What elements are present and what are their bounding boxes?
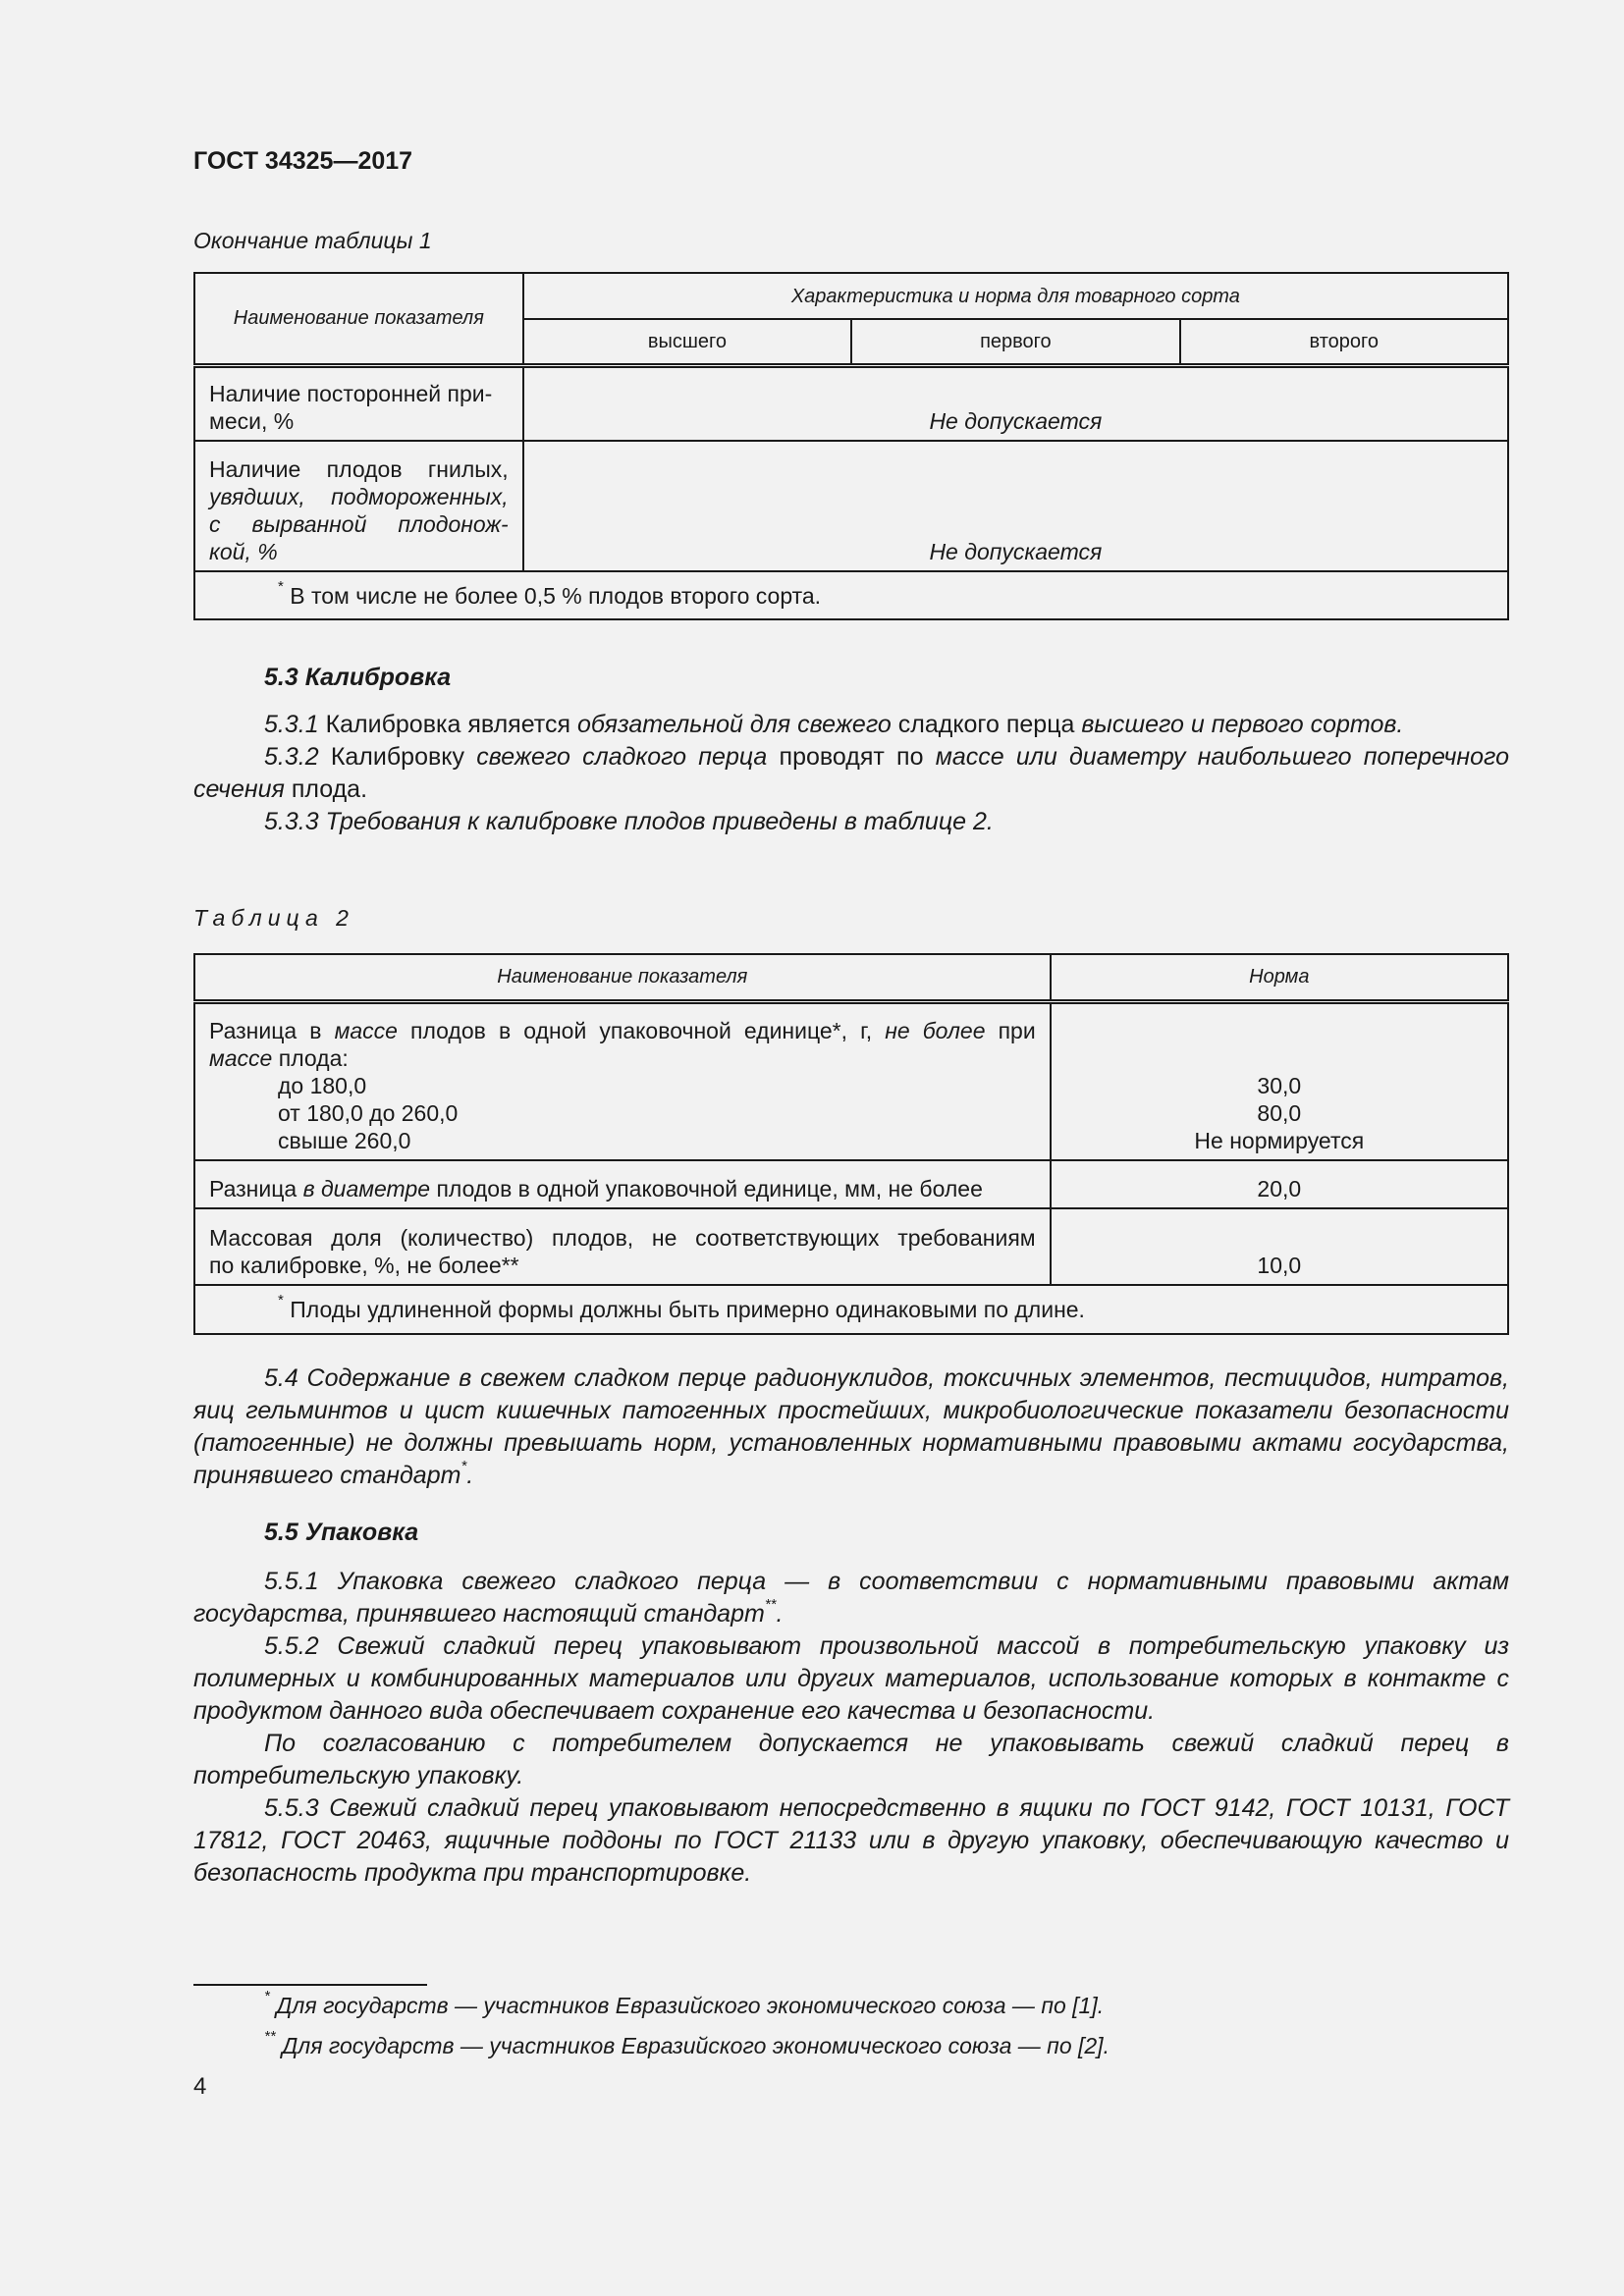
table2-col-norm: Норма — [1051, 954, 1508, 1001]
section-5-5-text — [193, 1566, 1509, 1890]
paragraph-5-3-1: 5.3.1 Калибровка является обязательной для свежего сладкого перца высшего и первого сортов. — [264, 711, 1404, 738]
table2-row2-name: Разница в диаметре плодов в одной упаковочной единице, мм, не более — [194, 1160, 1051, 1208]
table2-row1-name: Разница в массе плодов в одной упаковочной единице*, г, не более при массе плода: до 180,0 от 180,0 до 260,0 свыше 260,0 — [194, 1001, 1051, 1160]
table1-row1-name: Наличие посторонней при- меси, % — [194, 365, 523, 441]
table2 — [193, 953, 1509, 1335]
paragraph-consent: По согласованию с потребителем допускается не упаковывать свежий сладкий перец в потребительскую упаковку. — [193, 1730, 1509, 1789]
table1-grade-second: второго — [1180, 319, 1508, 365]
table1-note: * В том числе не более 0,5 % плодов второго сорта. — [194, 571, 1508, 619]
paragraph-5-3-2: 5.3.2 Калибровку свежего сладкого перца проводят по массе или диаметру наибольшего поперечного сечения плода. — [193, 743, 1510, 803]
table2-row3-value: 10,0 — [1051, 1208, 1508, 1285]
section-5-3-title: 5.3 Калибровка — [264, 664, 452, 691]
paragraph-5-5-3: 5.5.3 Свежий сладкий перец упаковывают непосредственно в ящики по ГОСТ 9142, ГОСТ 10131, ГОСТ 17812, ГОСТ 20463, ящичные поддоны по ГОСТ 21133 или в другую упаковку, обеспечивающую качество и безопасность продукта при транспортировке. — [193, 1794, 1509, 1887]
footnote-2: ** Для государств — участников Евразийского экономического союза — по [2]. — [264, 2028, 1110, 2058]
table1-caption: Окончание таблицы 1 — [193, 228, 432, 253]
table1-row2-name: Наличие плодов гнилых, увядших, подмороженных, с вырванной плодонож- кой, % — [194, 441, 523, 571]
table1-col-group: Характеристика и норма для товарного сорта — [523, 273, 1508, 319]
section-5-4-text: 5.4 Содержание в свежем сладком перце радионуклидов, токсичных элементов, пестицидов, нитратов, яиц гельминтов и цист кишечных патогенных простейших, микробиологические показатели безопасности (патогенные) не должны превышать норм, установленных нормативными правовыми актами государства, принявшего стандарт*. — [193, 1364, 1509, 1489]
table1-col-name: Наименование показателя — [194, 273, 523, 365]
footnote-1: * Для государств — участников Евразийского экономического союза — по [1]. — [264, 1988, 1105, 2018]
table1-row1-value: Не допускается — [523, 365, 1508, 441]
table2-row3-name: Массовая доля (количество) плодов, не соответствующих требованиям по калибровке, %, не более** — [194, 1208, 1051, 1285]
paragraph-5-5-1: 5.5.1 Упаковка свежего сладкого перца — в соответствии с нормативными правовыми актам государства, принявшего настоящий стандарт**. — [193, 1568, 1509, 1628]
paragraph-5-5-2: 5.5.2 Свежий сладкий перец упаковывают произвольной массой в потребительскую упаковку из полимерных и комбинированных материалов или других материалов, использование которых в контакте с продуктом данного вида обеспечивает сохранение его качества и безопасности. — [193, 1632, 1509, 1725]
table1-grade-highest: высшего — [523, 319, 851, 365]
table2-note: * Плоды удлиненной формы должны быть примерно одинаковыми по длине. — [194, 1285, 1508, 1334]
table2-col-name: Наименование показателя — [194, 954, 1051, 1001]
table1-grade-first: первого — [851, 319, 1179, 365]
page-number: 4 — [193, 2073, 207, 2100]
section-5-5-title: 5.5 Упаковка — [264, 1519, 419, 1546]
footnote-separator — [193, 1984, 427, 1986]
table2-row2-value: 20,0 — [1051, 1160, 1508, 1208]
table1-row2-value: Не допускается — [523, 441, 1508, 571]
paragraph-5-3-3: 5.3.3 Требования к калибровке плодов приведены в таблице 2. — [264, 808, 994, 835]
section-5-3-text — [193, 709, 1509, 838]
table2-row1-values: 30,0 80,0 Не нормируется — [1051, 1001, 1508, 1160]
table2-caption: Таблица 2 — [193, 905, 354, 931]
standard-header: ГОСТ 34325—2017 — [193, 147, 413, 175]
table1 — [193, 272, 1509, 620]
